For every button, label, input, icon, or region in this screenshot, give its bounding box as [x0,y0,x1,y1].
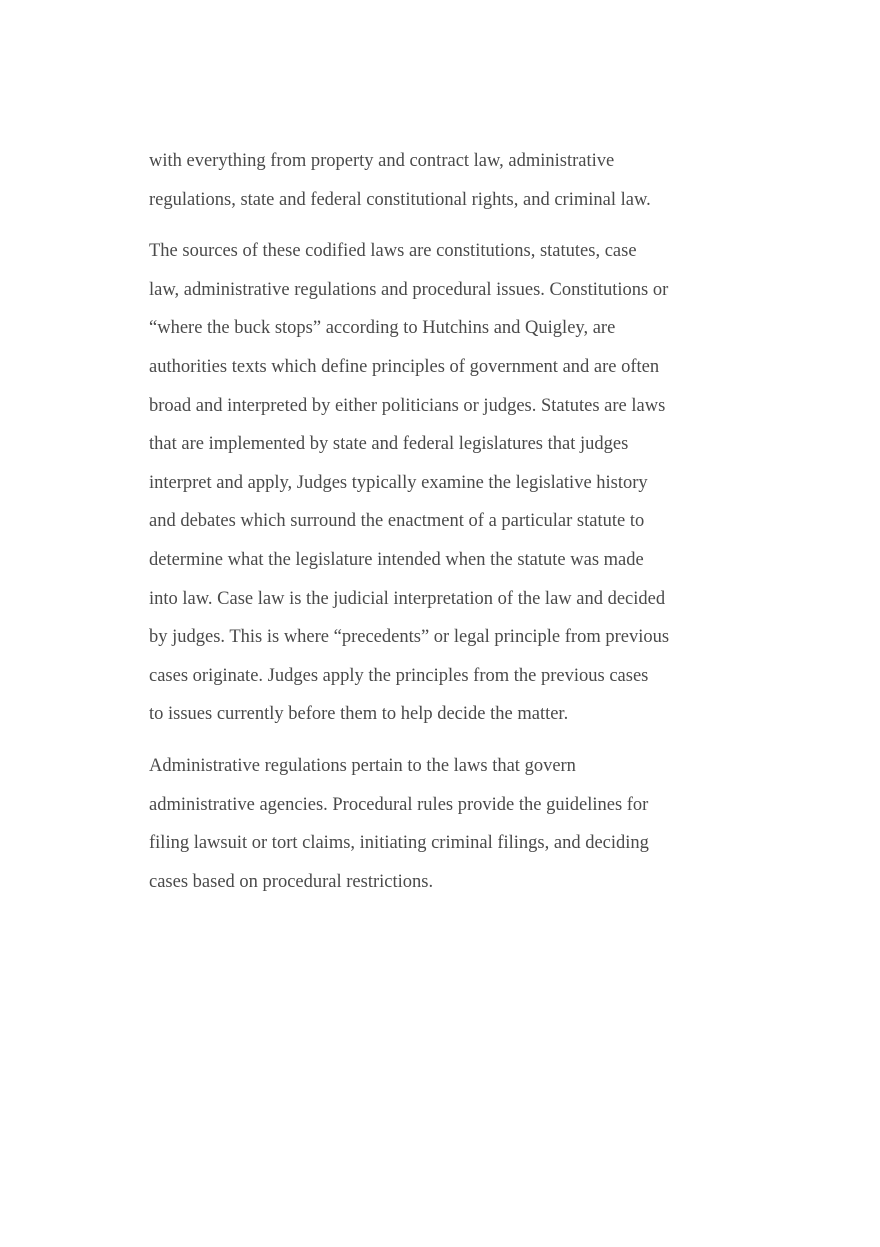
paragraph-3 [149,747,689,901]
text-line: regulations, state and federal constitutional rights, and criminal law. [149,189,651,210]
text-line: administrative agencies. Procedural rules provide the guidelines for [149,794,649,815]
text-line: “where the buck stops” according to Hutchins and Quigley, are [149,318,616,339]
body-text [149,142,689,901]
text-line: The sources of these codified laws are constitutions, statutes, case [149,241,637,262]
paragraph-2 [149,232,689,734]
text-line: Administrative regulations pertain to the laws that govern [149,755,576,776]
text-line: interpret and apply, Judges typically examine the legislative history [149,472,648,493]
text-line: that are implemented by state and federal legislatures that judges [149,434,629,455]
text-line: with everything from property and contract law, administrative [149,151,615,171]
text-line: broad and interpreted by either politicians or judges. Statutes are laws [149,395,666,416]
paragraph-1 [149,142,689,219]
text-line: cases originate. Judges apply the principles from the previous cases [149,665,649,686]
text-line: cases based on procedural restrictions. [149,871,434,892]
text-line: and debates which surround the enactment of a particular statute to [149,511,645,532]
text-line: filing lawsuit or tort claims, initiating criminal filings, and deciding [149,833,649,854]
text-line: to issues currently before them to help decide the matter. [149,704,569,725]
text-line: determine what the legislature intended when the statute was made [149,549,644,570]
text-line: into law. Case law is the judicial interpretation of the law and decided [149,588,666,609]
text-line: law, administrative regulations and procedural issues. Constitutions or [149,279,669,300]
text-line: authorities texts which define principles of government and are often [149,356,660,377]
text-line: by judges. This is where “precedents” or legal principle from previous [149,627,670,648]
